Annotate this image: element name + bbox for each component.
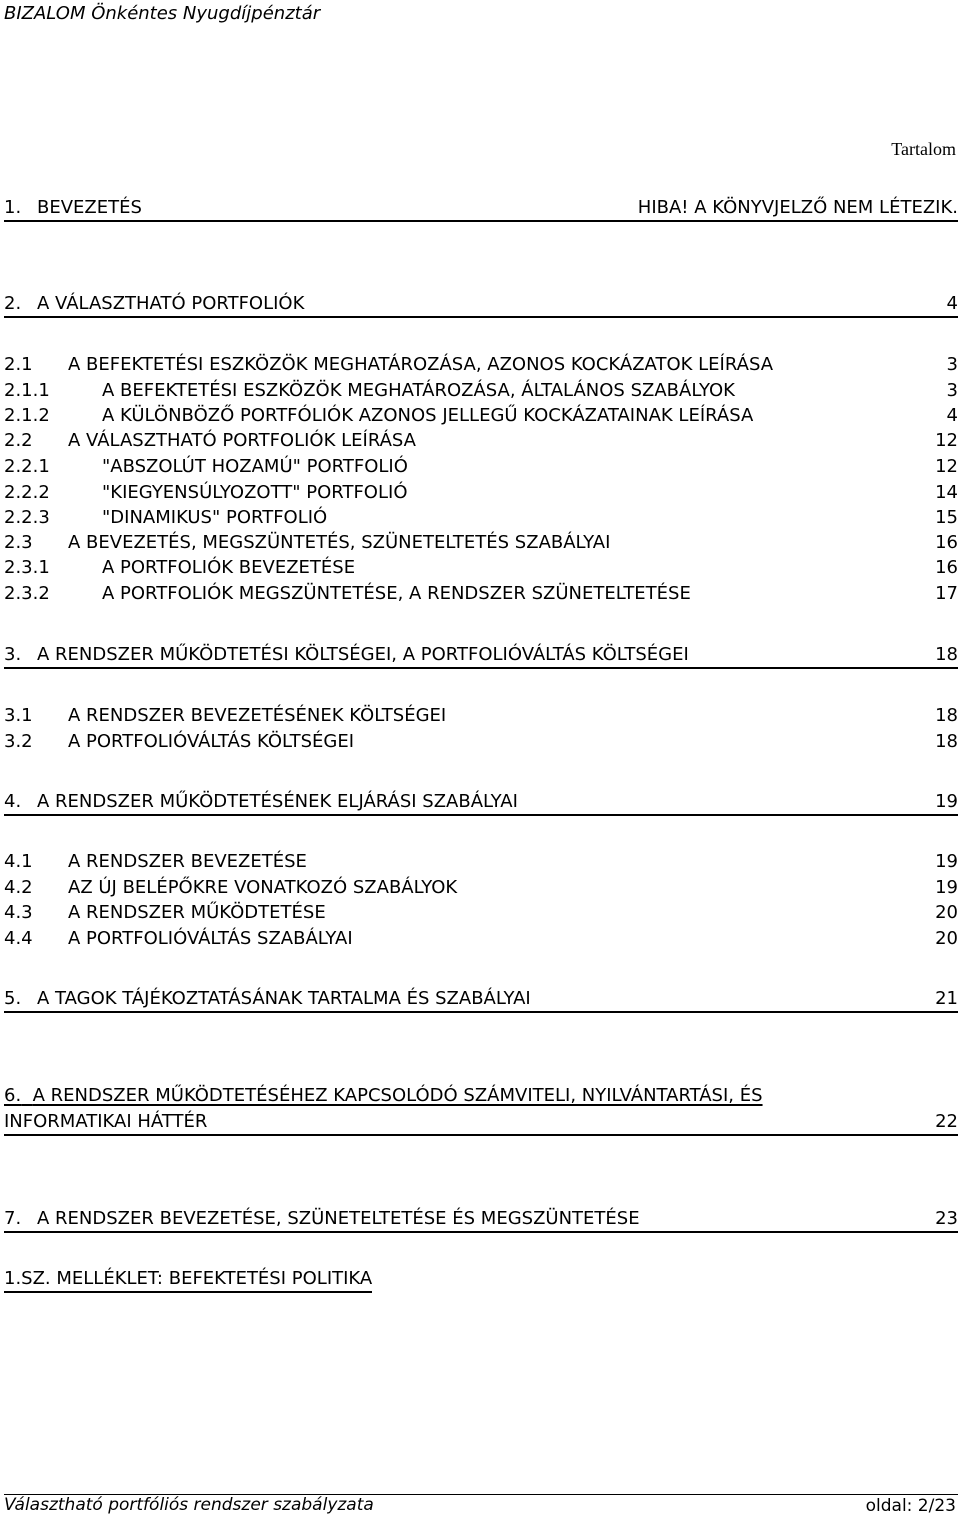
toc-entry-2-3-2[interactable]: [4, 582, 958, 606]
toc-entry-1[interactable]: [4, 196, 958, 222]
toc-entry-annex-1[interactable]: 1.SZ. MELLÉKLET: BEFEKTETÉSI POLITIKA: [4, 1267, 372, 1293]
toc-entry-2-1-1[interactable]: [4, 379, 958, 403]
toc-entry-label: A PORTFOLIÓK BEVEZETÉSE: [102, 557, 356, 578]
toc-entry-page: 15: [935, 507, 958, 528]
toc-entry-3[interactable]: [4, 643, 958, 669]
toc-entry-2-2-1[interactable]: [4, 455, 958, 479]
toc-entry-number: 2.1.1: [4, 380, 50, 401]
toc-entry-page: 3: [946, 354, 958, 375]
toc-entry-page: 20: [935, 928, 958, 949]
toc-entry-number: 2.2.2: [4, 482, 50, 503]
toc-entry-page: 3: [946, 380, 958, 401]
toc-entry-label: A BEFEKTETÉSI ESZKÖZÖK MEGHATÁROZÁSA, AZONOS KOCKÁZATOK LEÍRÁSA: [68, 354, 774, 375]
toc-entry-page: 18: [935, 644, 958, 665]
toc-entry-number: 4.: [4, 791, 22, 812]
toc-entry-page: 19: [935, 851, 958, 872]
toc-entry-number: 4.2: [4, 877, 33, 898]
document-header-title: BIZALOM Önkéntes Nyugdíjpénztár: [4, 3, 321, 24]
footer-document-title: Választható portfóliós rendszer szabályzata: [4, 1495, 374, 1515]
toc-entry-4-1[interactable]: [4, 850, 958, 874]
toc-entry-page: 18: [935, 705, 958, 726]
toc-entry-4[interactable]: [4, 790, 958, 816]
toc-entry-page: 12: [935, 456, 958, 477]
toc-entry-page: 18: [935, 731, 958, 752]
toc-entry-page: 12: [935, 430, 958, 451]
toc-entry-number: 2.3.2: [4, 583, 50, 604]
toc-entry-page: 14: [935, 482, 958, 503]
toc-entry-4-2[interactable]: [4, 876, 958, 900]
toc-entry-2-3[interactable]: [4, 531, 958, 555]
toc-entry-page: 19: [935, 877, 958, 898]
toc-entry-number: 4.1: [4, 851, 33, 872]
toc-entry-2-1-2[interactable]: [4, 404, 958, 428]
toc-entry-label: A RENDSZER MŰKÖDTETÉSÉNEK ELJÁRÁSI SZABÁLYAI: [37, 791, 518, 812]
toc-entry-number: 5.: [4, 988, 22, 1009]
toc-entry-6[interactable]: [4, 1084, 958, 1136]
toc-entry-page: 20: [935, 902, 958, 923]
toc-entry-label: A BEVEZETÉS, MEGSZÜNTETÉS, SZÜNETELTETÉS SZABÁLYAI: [68, 532, 611, 553]
toc-entry-4-3[interactable]: [4, 901, 958, 925]
toc-entry-2-1[interactable]: [4, 353, 958, 377]
toc-entry-label: BEVEZETÉS: [37, 197, 142, 218]
toc-entry-number: 2.1: [4, 354, 33, 375]
toc-entry-number: 4.3: [4, 902, 33, 923]
toc-entry-number: 6.: [4, 1085, 22, 1106]
toc-entry-page: 21: [935, 988, 958, 1009]
toc-entry-page: 4: [946, 405, 958, 426]
toc-entry-number: 7.: [4, 1208, 22, 1229]
toc-entry-label: AZ ÚJ BELÉPŐKRE VONATKOZÓ SZABÁLYOK: [68, 877, 458, 898]
toc-entry-page: HIBA! A KÖNYVJELZŐ NEM LÉTEZIK.: [637, 197, 958, 218]
toc-entry-number: 2.3.1: [4, 557, 50, 578]
toc-entry-number: 2.2.3: [4, 507, 50, 528]
toc-entry-number: 2.: [4, 293, 22, 314]
toc-entry-label: "KIEGYENSÚLYOZOTT" PORTFOLIÓ: [102, 482, 408, 503]
toc-entry-7[interactable]: [4, 1207, 958, 1233]
toc-entry-label: A RENDSZER BEVEZETÉSÉNEK KÖLTSÉGEI: [68, 705, 447, 726]
toc-entry-5[interactable]: [4, 987, 958, 1013]
toc-entry-2-2[interactable]: [4, 429, 958, 453]
toc-entry-number: 2.2.1: [4, 456, 50, 477]
toc-entry-2-2-2[interactable]: [4, 481, 958, 505]
toc-entry-number: 3.1: [4, 705, 33, 726]
toc-entry-label-line2: INFORMATIKAI HÁTTÉR: [4, 1111, 208, 1132]
toc-entry-number: 3.2: [4, 731, 33, 752]
toc-entry-page: 16: [935, 557, 958, 578]
toc-entry-label: A PORTFOLIÓVÁLTÁS KÖLTSÉGEI: [68, 731, 355, 752]
toc-entry-page: 16: [935, 532, 958, 553]
toc-entry-label: A RENDSZER MŰKÖDTETÉSI KÖLTSÉGEI, A PORTFOLIÓVÁLTÁS KÖLTSÉGEI: [37, 644, 689, 665]
toc-entry-label: A RENDSZER MŰKÖDTETÉSÉHEZ KAPCSOLÓDÓ SZÁMVITELI, NYILVÁNTARTÁSI, ÉS: [32, 1085, 763, 1106]
toc-entry-label: "DINAMIKUS" PORTFOLIÓ: [102, 507, 328, 528]
toc-entry-2-2-3[interactable]: [4, 506, 958, 530]
footer-page-number: oldal: 2/23: [865, 1496, 956, 1516]
toc-entry-number: 2.2: [4, 430, 33, 451]
toc-heading: Tartalom: [891, 139, 956, 159]
toc-entry-label: A PORTFOLIÓVÁLTÁS SZABÁLYAI: [68, 928, 353, 949]
toc-entry-3-1[interactable]: [4, 704, 958, 728]
toc-entry-label: A PORTFOLIÓK MEGSZÜNTETÉSE, A RENDSZER SZÜNETELTETÉSE: [102, 583, 691, 604]
toc-entry-rule: [4, 1134, 958, 1136]
toc-entry-4-4[interactable]: [4, 927, 958, 951]
toc-entry-number: 2.3: [4, 532, 33, 553]
toc-entry-page: 17: [935, 583, 958, 604]
toc-entry-label: A VÁLASZTHATÓ PORTFOLIÓK: [37, 293, 305, 314]
toc-entry-page: 4: [946, 293, 958, 314]
toc-entry-label: A RENDSZER BEVEZETÉSE, SZÜNETELTETÉSE ÉS MEGSZÜNTETÉSE: [37, 1208, 640, 1229]
toc-entry-number: 4.4: [4, 928, 33, 949]
toc-entry-label-line1: [4, 1084, 763, 1108]
toc-entry-label: A BEFEKTETÉSI ESZKÖZÖK MEGHATÁROZÁSA, ÁLTALÁNOS SZABÁLYOK: [102, 380, 735, 401]
toc-entry-number: 1.: [4, 197, 22, 218]
toc-entry-2[interactable]: [4, 292, 958, 318]
toc-entry-page: 22: [935, 1111, 958, 1132]
toc-entry-number: 3.: [4, 644, 22, 665]
toc-entry-label: "ABSZOLÚT HOZAMÚ" PORTFOLIÓ: [102, 456, 408, 477]
toc-entry-page: 19: [935, 791, 958, 812]
toc-entry-label: A RENDSZER BEVEZETÉSE: [68, 851, 307, 872]
toc-entry-number: 2.1.2: [4, 405, 50, 426]
toc-entry-label: A RENDSZER MŰKÖDTETÉSE: [68, 902, 326, 923]
toc-entry-2-3-1[interactable]: [4, 556, 958, 580]
toc-entry-label: A VÁLASZTHATÓ PORTFOLIÓK LEÍRÁSA: [68, 430, 416, 451]
toc-entry-label: A KÜLÖNBÖZŐ PORTFÓLIÓK AZONOS JELLEGŰ KOCKÁZATAINAK LEÍRÁSA: [102, 405, 754, 426]
toc-entry-3-2[interactable]: [4, 730, 958, 754]
toc-entry-page: 23: [935, 1208, 958, 1229]
toc-entry-label: A TAGOK TÁJÉKOZTATÁSÁNAK TARTALMA ÉS SZABÁLYAI: [37, 988, 531, 1009]
